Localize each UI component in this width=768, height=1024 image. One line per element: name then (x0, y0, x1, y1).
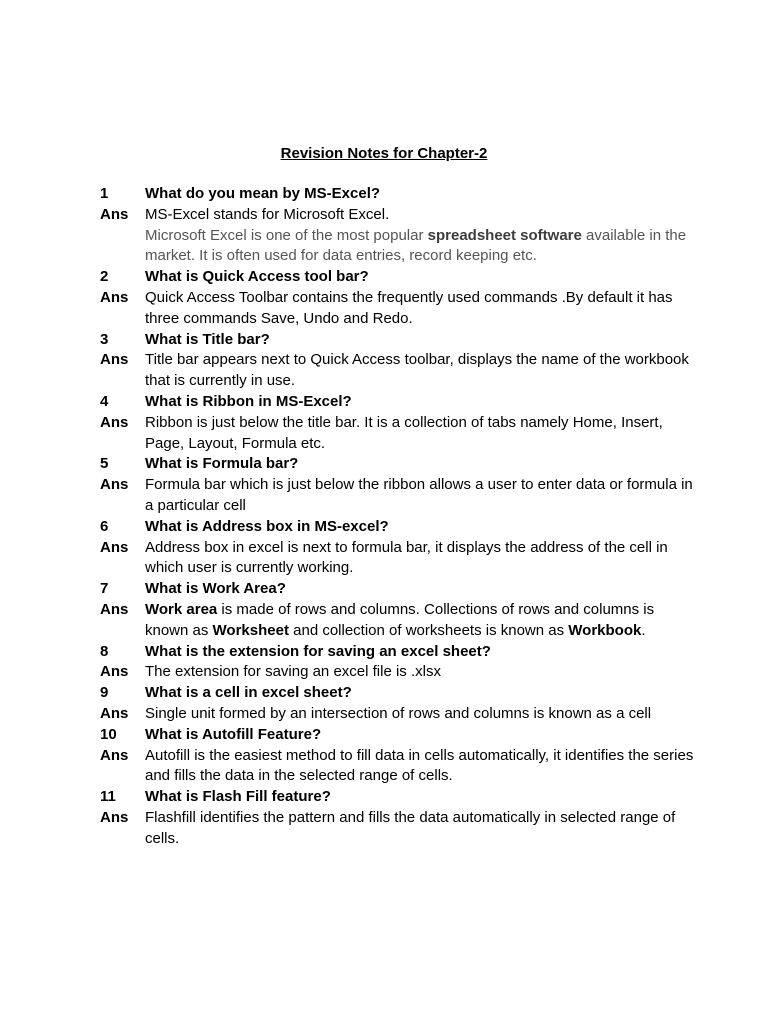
question-text: What is Flash Fill feature? (145, 788, 331, 806)
answer-row-6 (100, 538, 700, 580)
answer-text: Autofill is the easiest method to fill data in cells automatically, it identifies the series and fills the data in the selected range of cells. (145, 746, 694, 785)
answer-label: Ans (100, 600, 129, 618)
answer-row-3 (100, 350, 700, 392)
answer-text: Ribbon is just below the title bar. It is a collection of tabs namely Home, Insert, Page, Layout, Formula etc. (145, 413, 663, 452)
answer-paragraph: Microsoft Excel is one of the most popular spreadsheet software available in the market. It is often used for data entries, record keeping etc. (145, 226, 687, 265)
answer-label: Ans (100, 808, 129, 826)
answer-row-11 (100, 808, 700, 850)
answer-row-2 (100, 288, 700, 330)
question-row-3 (100, 330, 700, 351)
answer-row-5 (100, 475, 700, 517)
answer-row-9 (100, 704, 700, 725)
answer-row-7 (100, 600, 700, 642)
document-title: Revision Notes for Chapter-2 (280, 145, 488, 162)
answer-label: Ans (100, 413, 129, 431)
question-row-10 (100, 725, 700, 746)
question-number: 7 (100, 580, 109, 598)
question-number: 4 (100, 392, 109, 410)
bold-term: Workbook (568, 621, 642, 639)
answer-label: Ans (100, 288, 129, 306)
question-number: 1 (100, 185, 109, 202)
question-text: What is the extension for saving an excel sheet? (145, 642, 491, 660)
answer-label: Ans (100, 205, 129, 223)
answer-text: Address box in excel is next to formula bar, it displays the address of the cell in which user is currently working. (145, 538, 668, 577)
answer-row-4 (100, 413, 700, 455)
answer-text: Flashfill identifies the pattern and fills the data automatically in selected range of cells. (145, 808, 676, 847)
answer-text: Single unit formed by an intersection of rows and columns is known as a cell (145, 704, 652, 722)
question-text: What is Formula bar? (145, 455, 299, 473)
question-number: 10 (100, 725, 117, 743)
question-row-9 (100, 683, 700, 704)
question-text: What is Title bar? (145, 330, 270, 348)
bold-term: Work area (145, 600, 218, 618)
answer-label: Ans (100, 704, 129, 722)
answer-line: MS-Excel stands for Microsoft Excel. (145, 205, 390, 223)
answer-text: Work area is made of rows and columns. Collections of rows and columns is known as Worksheet and collection of worksheets is known as Workbook. (145, 600, 655, 639)
answer-text: The extension for saving an excel file is .xlsx (145, 663, 441, 681)
question-number: 9 (100, 684, 109, 702)
question-text: What is Address box in MS-excel? (145, 517, 389, 535)
answer-text (145, 205, 700, 267)
question-text: What do you mean by MS-Excel? (145, 185, 381, 202)
answer-row-10 (100, 746, 700, 788)
question-number: 8 (100, 642, 109, 660)
question-row-5 (100, 454, 700, 475)
question-number: 2 (100, 268, 109, 286)
qa-list (100, 184, 700, 850)
bold-term: spreadsheet software (427, 226, 582, 244)
answer-label: Ans (100, 351, 129, 369)
question-text: What is a cell in excel sheet? (145, 684, 352, 702)
question-text: What is Quick Access tool bar? (145, 268, 369, 286)
question-row-11 (100, 787, 700, 808)
question-text: What is Work Area? (145, 580, 286, 598)
answer-label: Ans (100, 476, 129, 494)
answer-text: Quick Access Toolbar contains the frequently used commands .By default it has three commands Save, Undo and Redo. (145, 288, 673, 327)
question-number: 6 (100, 517, 109, 535)
answer-text: Title bar appears next to Quick Access toolbar, displays the name of the workbook that is currently in use. (145, 351, 689, 390)
answer-row-1 (100, 205, 700, 267)
question-number: 11 (100, 788, 116, 806)
bold-term: Worksheet (212, 621, 289, 639)
answer-row-8 (100, 662, 700, 683)
question-text: What is Autofill Feature? (145, 725, 322, 743)
answer-label: Ans (100, 663, 129, 681)
answer-text: Formula bar which is just below the ribbon allows a user to enter data or formula in a particular cell (145, 476, 693, 514)
question-row-6 (100, 517, 700, 538)
question-row-2 (100, 267, 700, 288)
question-number: 5 (100, 455, 109, 473)
answer-label: Ans (100, 538, 129, 556)
question-row-4 (100, 392, 700, 413)
question-text: What is Ribbon in MS-Excel? (145, 392, 352, 410)
question-row-8 (100, 642, 700, 663)
answer-label: Ans (100, 746, 129, 764)
question-row-1 (100, 184, 700, 205)
question-row-7 (100, 579, 700, 600)
question-number: 3 (100, 330, 109, 348)
